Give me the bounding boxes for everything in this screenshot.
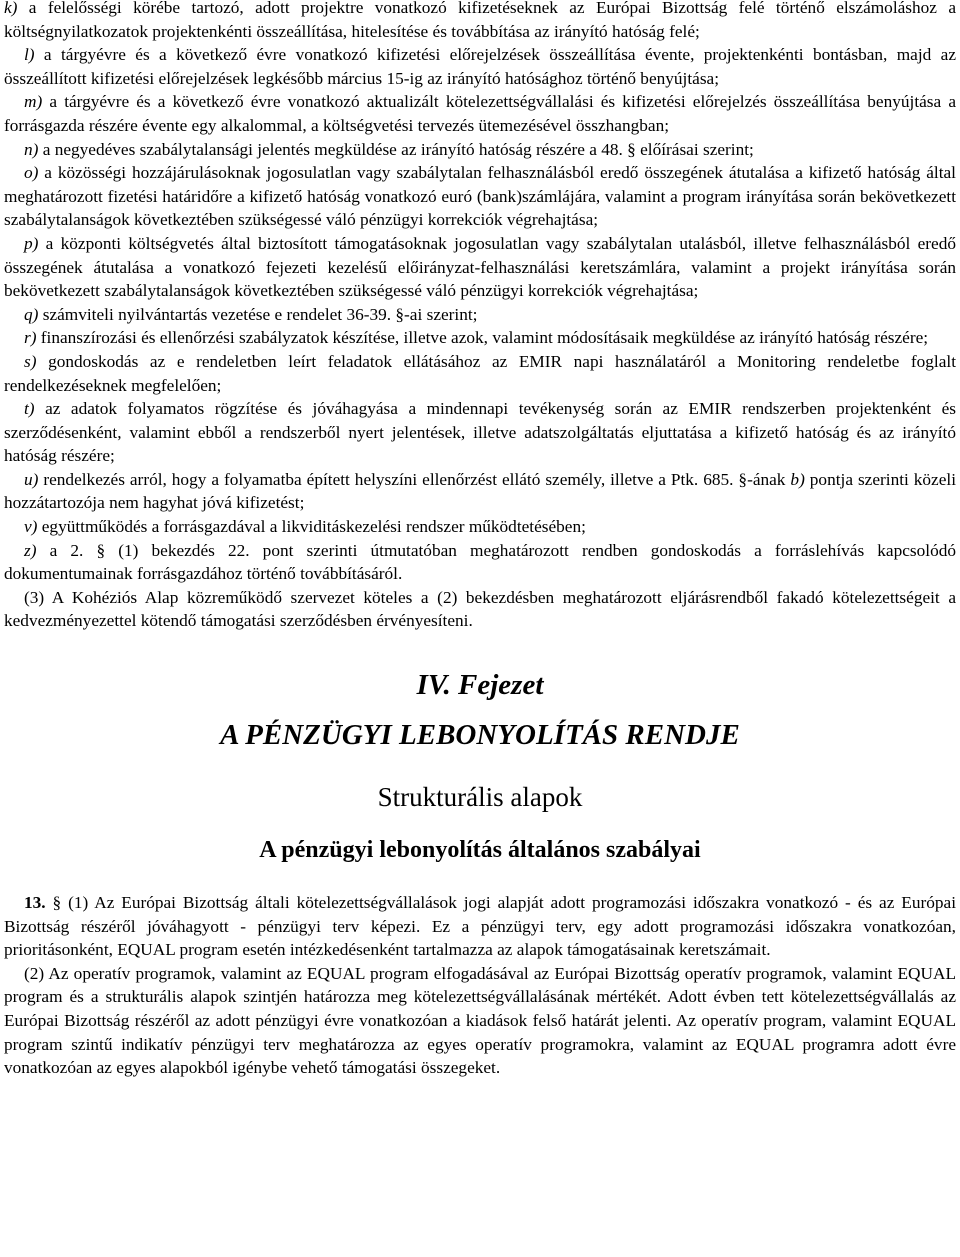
item-text: gondoskodás az e rendeletben leírt feladatok ellátásához az EMIR napi használatáról a Monitoring rendeletbe foglalt rendelkezéseknek megfelelően; (4, 351, 956, 395)
item-label: k) (4, 0, 18, 17)
item-k (4, 0, 956, 43)
item-v (4, 515, 956, 539)
chapter-heading: IV. Fejezet (416, 669, 544, 702)
chapter-title: A PÉNZÜGYI LEBONYOLÍTÁS RENDJE (220, 719, 740, 752)
item-text: a tárgyévre és a következő évre vonatkozó kifizetési előrejelzések összeállítása évente, projektenkénti bontásban, majd az összeállított kifizetési előrejelzések legkésőbb március 15-ig az irányító hatósághoz történő benyújtása; (4, 45, 956, 88)
item-t (4, 397, 956, 468)
section-13-paragraph-2: (2) Az operatív programok, valamint az EQUAL program elfogadásával az Európai Bizottság operatív programok, valamint EQUAL program és a strukturális alapok szintjén határozza meg kötelezettségvállalásának mértékét. Adott évben tett kötelezettségvállalás az Európai Bizottság részéről az adott pénzügyi évre vonatkozóan a kiadások felső határát jelenti. Az operatív program, valamint EQUAL program szintű indikatív pénzügyi terv meghatározza az egyes operatív programokra, valamint az EQUAL programra adott évre vonatkozóan az egyes alapokból igénybe vehető támogatási összegeket. (4, 963, 956, 1078)
item-text-tail: pontja szerinti közeli hozzátartozója nem hagyhat jóvá kifizetést; (4, 469, 957, 513)
item-q (4, 303, 956, 327)
item-text: a közösségi hozzájárulásoknak jogosulatlan vagy szabálytalan felhasználásból eredő összegének átutalása a kifizető hatóság által meghatározott fizetési határidőre a kifizető hatóság vonatkozó euró (bank)számlájára, valamint a program irányítása során bekövetkezett szabálytalanságok következtében szükségessé váló pénzügyi korrekciók végrehajtása; (4, 163, 956, 230)
item-m (4, 90, 956, 137)
item-label: o) (24, 163, 39, 183)
item-label: v) (24, 517, 38, 537)
item-label: l) (24, 45, 35, 65)
item-label: q) (24, 304, 39, 324)
item-r (4, 326, 956, 350)
item-text: a központi költségvetés által biztosított támogatásoknak jogosulatlan vagy szabálytalan utalásból, illetve felhasználásból eredő összegének átutalása a vonatkozó fejezeti kezelésű előirányzat-felhasználási keretszámlára, valamint a projekt irányítása során bekövetkezett szabálytalanságok következtében szükségessé váló pénzügyi korrekciók végrehajtása; (4, 233, 956, 301)
section-13-paragraph-1 (4, 891, 956, 962)
item-text: az adatok folyamatos rögzítése és jóváhagyása a mindennapi tevékenység során az EMIR rendszerben projektenként és szerződésenként, valamint ebből a rendszerből nyert jelentések, illetve adatszolgáltatás eljuttatása a kifizető hatóság és az irányító hatóság részére; (4, 399, 956, 466)
item-text: finanszírozási és ellenőrzési szabályzatok készítése, illetve azok, valamint módosításaik megküldése az irányító hatóság részére; (36, 328, 929, 348)
item-inline-label: b) (790, 469, 805, 489)
item-label: r) (24, 328, 37, 348)
item-label: t) (24, 399, 35, 419)
item-label: u) (24, 469, 39, 489)
item-text: a tárgyévre és a következő évre vonatkozó aktualizált kötelezettségvállalási és kifizetési előrejelzés összeállítása benyújtása a forrásgazda részére évente egy alkalommal, a költségvetési tervezés ütemezésével összhangban; (4, 92, 956, 135)
item-p (4, 232, 956, 303)
paragraph-3: (3) A Kohéziós Alap közreműködő szervezet köteles a (2) bekezdésben meghatározott eljárásrendből fakadó kötelezettségeit a kedvezményezettel kötendő támogatási szerződésben érvényesíteni. (4, 587, 956, 631)
item-label: z) (24, 540, 37, 560)
item-u (4, 468, 956, 515)
section-number: 13. (24, 893, 46, 913)
item-text: együttműködés a forrásgazdával a likviditáskezelési rendszer működtetésében; (37, 517, 586, 537)
item-text: számviteli nyilvántartás vezetése e rendelet 36-39. §-ai szerint; (38, 304, 478, 324)
item-s (4, 350, 956, 397)
item-label: s) (24, 351, 37, 371)
section-text: § (1) Az Európai Bizottság általi kötelezettségvállalások jogi alapját adott programozási időszakra vonatkozó - és az Európai Bizottság részéről jóváhagyott - pénzügyi terv képezi. Ez a pénzügyi terv, egy adott programozási időszakra vonatkozóan, prioritásonként, EQUAL program esetén intézkedésenként tartalmazza az alapok támogatásainak keretszámait. (4, 893, 956, 960)
item-text: rendelkezés arról, hogy a folyamatba épített helyszíni ellenőrzést ellátó személy, illetve a Ptk. 685. §-ának (38, 469, 791, 489)
item-z (4, 539, 956, 586)
item-label: m) (24, 92, 43, 112)
item-label: n) (24, 139, 39, 159)
section-heading: A pénzügyi lebonyolítás általános szabályai (259, 837, 701, 864)
item-text: a felelősségi körébe tartozó, adott projektre vonatkozó kifizetéseknek az Európai Bizottság felé történő elszámoláshoz a költségnyilatkozatok projektenkénti összeállítása, hitelesítése és továbbítása az irányító hatóság felé; (4, 0, 956, 41)
item-o (4, 161, 956, 232)
item-label: p) (24, 233, 39, 253)
item-text: a 2. § (1) bekezdés 22. pont szerinti útmutatóban meghatározott rendben gondoskodás a forráslehívás kapcsolódó dokumentumainak forrásgazdához történő továbbításáról. (4, 540, 956, 584)
item-n (4, 138, 956, 162)
item-l (4, 43, 956, 90)
item-text: a negyedéves szabálytalansági jelentés megküldése az irányító hatóság részére a 48. § előírásai szerint; (38, 139, 754, 159)
chapter-subtitle: Strukturális alapok (377, 782, 583, 813)
